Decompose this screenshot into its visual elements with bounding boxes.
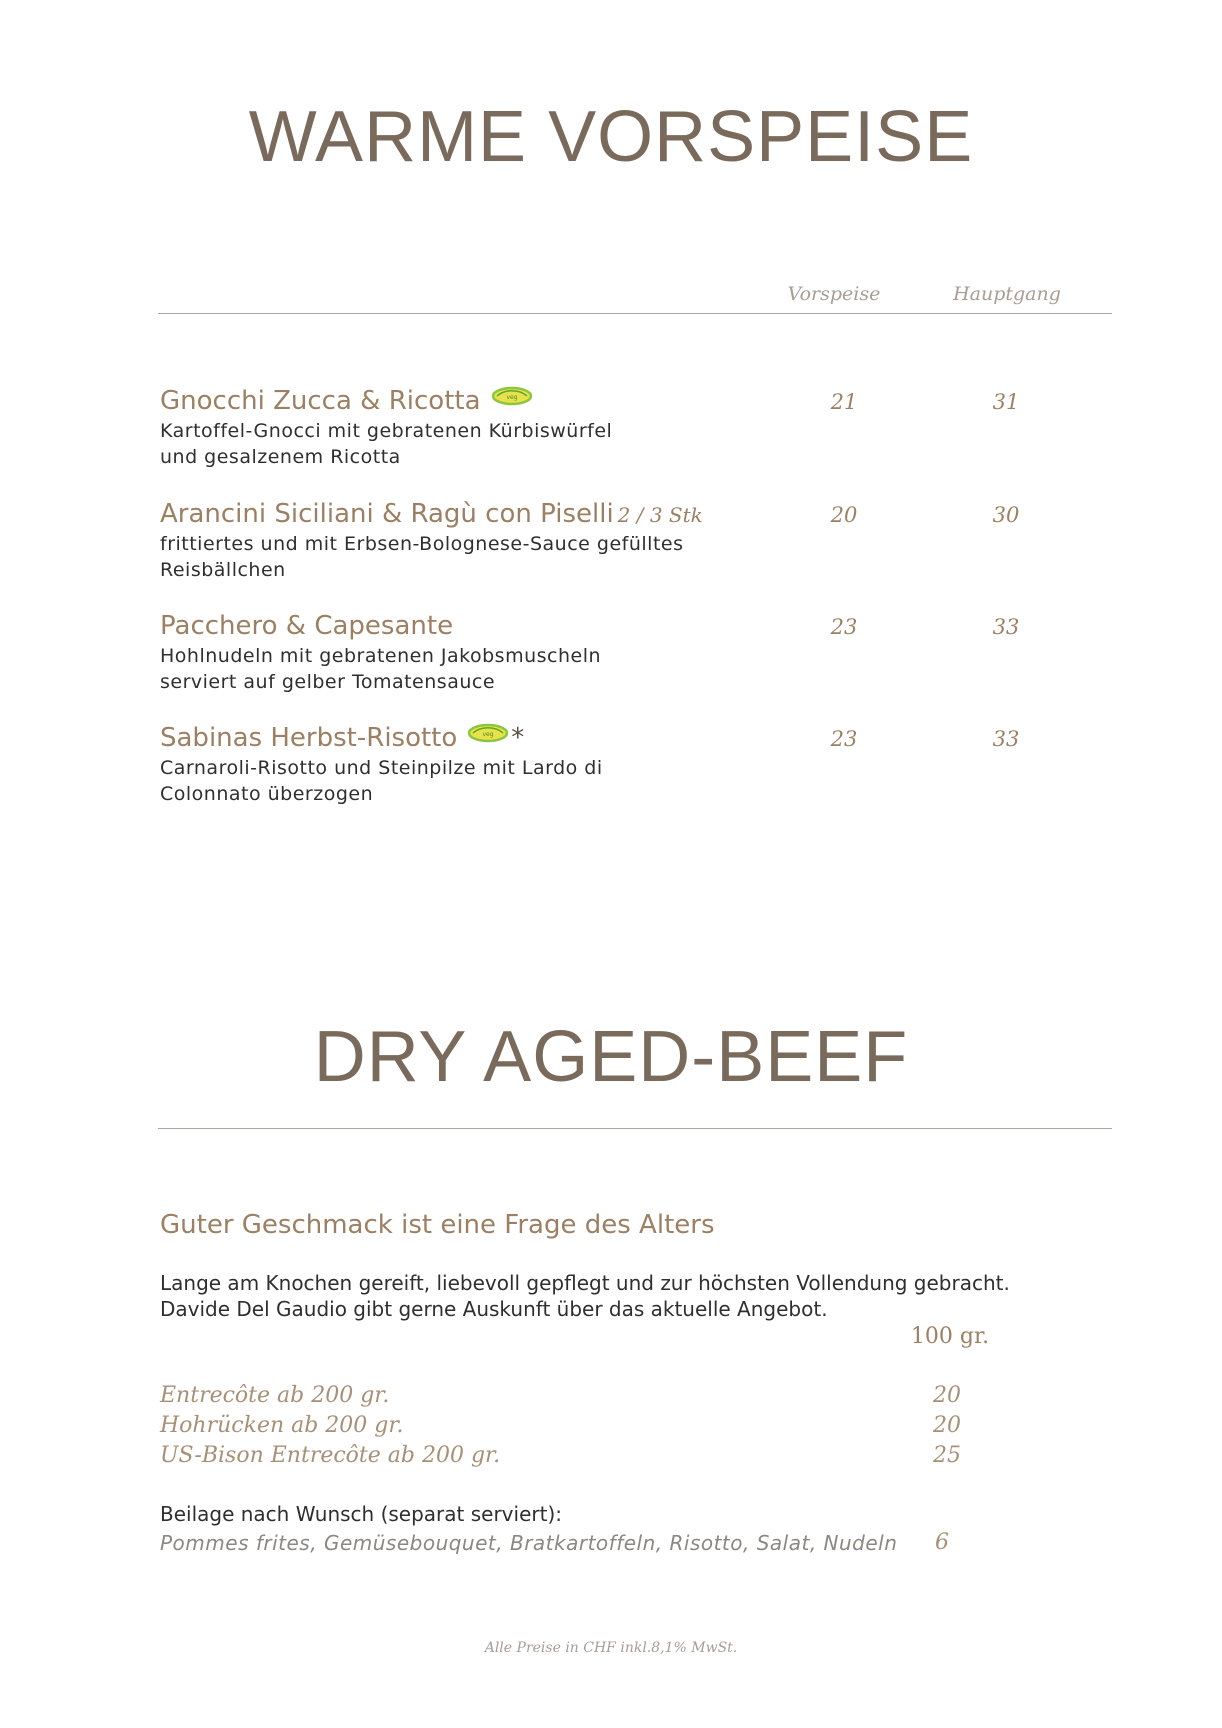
beef-cut-name: Entrecôte ab 200 gr. xyxy=(160,1383,390,1408)
main-price: 30 xyxy=(992,503,1020,527)
dish-title: Arancini Siciliani & Ragù con Piselli xyxy=(160,499,614,529)
beef-cut-price: 20 xyxy=(933,1383,961,1408)
starter-price: 20 xyxy=(830,503,858,527)
section-divider xyxy=(158,1128,1112,1129)
dish-title: Gnocchi Zucca & Ricotta xyxy=(160,386,481,416)
dish-quantity: 2 / 3 Stk xyxy=(617,503,703,527)
dish-description xyxy=(160,418,720,470)
section-subtitle: Guter Geschmack ist eine Frage des Alters xyxy=(160,1210,715,1240)
beef-cut-price: 25 xyxy=(933,1443,961,1468)
starter-price: 23 xyxy=(830,615,858,639)
dish-description xyxy=(160,755,720,807)
desc-line-2: und gesalzenem Ricotta xyxy=(160,446,401,468)
main-price: 31 xyxy=(992,390,1020,414)
main-price: 33 xyxy=(992,615,1020,639)
desc-line-1: Carnaroli-Risotto und Steinpilze mit Lardo di xyxy=(160,757,603,779)
dish-name xyxy=(160,723,524,753)
starter-price: 23 xyxy=(830,727,858,751)
dish-name xyxy=(160,499,703,530)
sides-price: 6 xyxy=(935,1530,949,1555)
dish-description xyxy=(160,643,720,695)
sides-label: Beilage nach Wunsch (separat serviert): xyxy=(160,1502,562,1526)
header-divider xyxy=(158,313,1112,314)
starter-price: 21 xyxy=(830,390,858,414)
dish-title: Sabinas Herbst-Risotto xyxy=(160,723,458,753)
dish-name xyxy=(160,386,533,416)
desc-line-2: Reisbällchen xyxy=(160,559,286,581)
svg-text:veg: veg xyxy=(506,393,518,401)
asterisk-marker: * xyxy=(511,723,525,753)
desc-line-1: Kartoffel-Gnocci mit gebratenen Kürbiswürfel xyxy=(160,420,613,442)
desc-line-2: Colonnato überzogen xyxy=(160,783,374,805)
dish-title: Pacchero & Capesante xyxy=(160,611,454,641)
vegetarian-badge-icon xyxy=(491,384,533,414)
desc-line-2: serviert auf gelber Tomatensauce xyxy=(160,671,496,693)
svg-text:veg: veg xyxy=(482,730,494,738)
vegetarian-badge-icon xyxy=(467,721,509,751)
desc-line-1: Hohlnudeln mit gebratenen Jakobsmuscheln xyxy=(160,645,602,667)
column-header-vorspeise: Vorspeise xyxy=(787,283,881,305)
main-price: 33 xyxy=(992,727,1020,751)
intro-line-2: Davide Del Gaudio gibt gerne Auskunft über das aktuelle Angebot. xyxy=(160,1297,828,1321)
column-header-hauptgang: Hauptgang xyxy=(953,283,1061,305)
intro-text xyxy=(160,1270,1060,1322)
intro-line-1: Lange am Knochen gereift, liebevoll gepflegt und zur höchsten Vollendung gebracht. xyxy=(160,1271,1010,1295)
beef-cut-name: US-Bison Entrecôte ab 200 gr. xyxy=(160,1443,501,1468)
desc-line-1: frittiertes und mit Erbsen-Bolognese-Sauce gefülltes xyxy=(160,533,684,555)
section-title-warme-vorspeise: WARME VORSPEISE xyxy=(248,97,974,177)
dish-name xyxy=(160,611,453,641)
dish-description xyxy=(160,531,720,583)
sides-list: Pommes frites, Gemüsebouquet, Bratkartoffeln, Risotto, Salat, Nudeln xyxy=(160,1531,898,1555)
beef-cut-price: 20 xyxy=(933,1413,961,1438)
section-title-dry-aged-beef: DRY AGED-BEEF xyxy=(313,1017,909,1097)
price-footnote: Alle Preise in CHF inkl.8,1% MwSt. xyxy=(484,1640,738,1656)
unit-label: 100 gr. xyxy=(910,1324,990,1349)
beef-cut-name: Hohrücken ab 200 gr. xyxy=(160,1413,404,1438)
